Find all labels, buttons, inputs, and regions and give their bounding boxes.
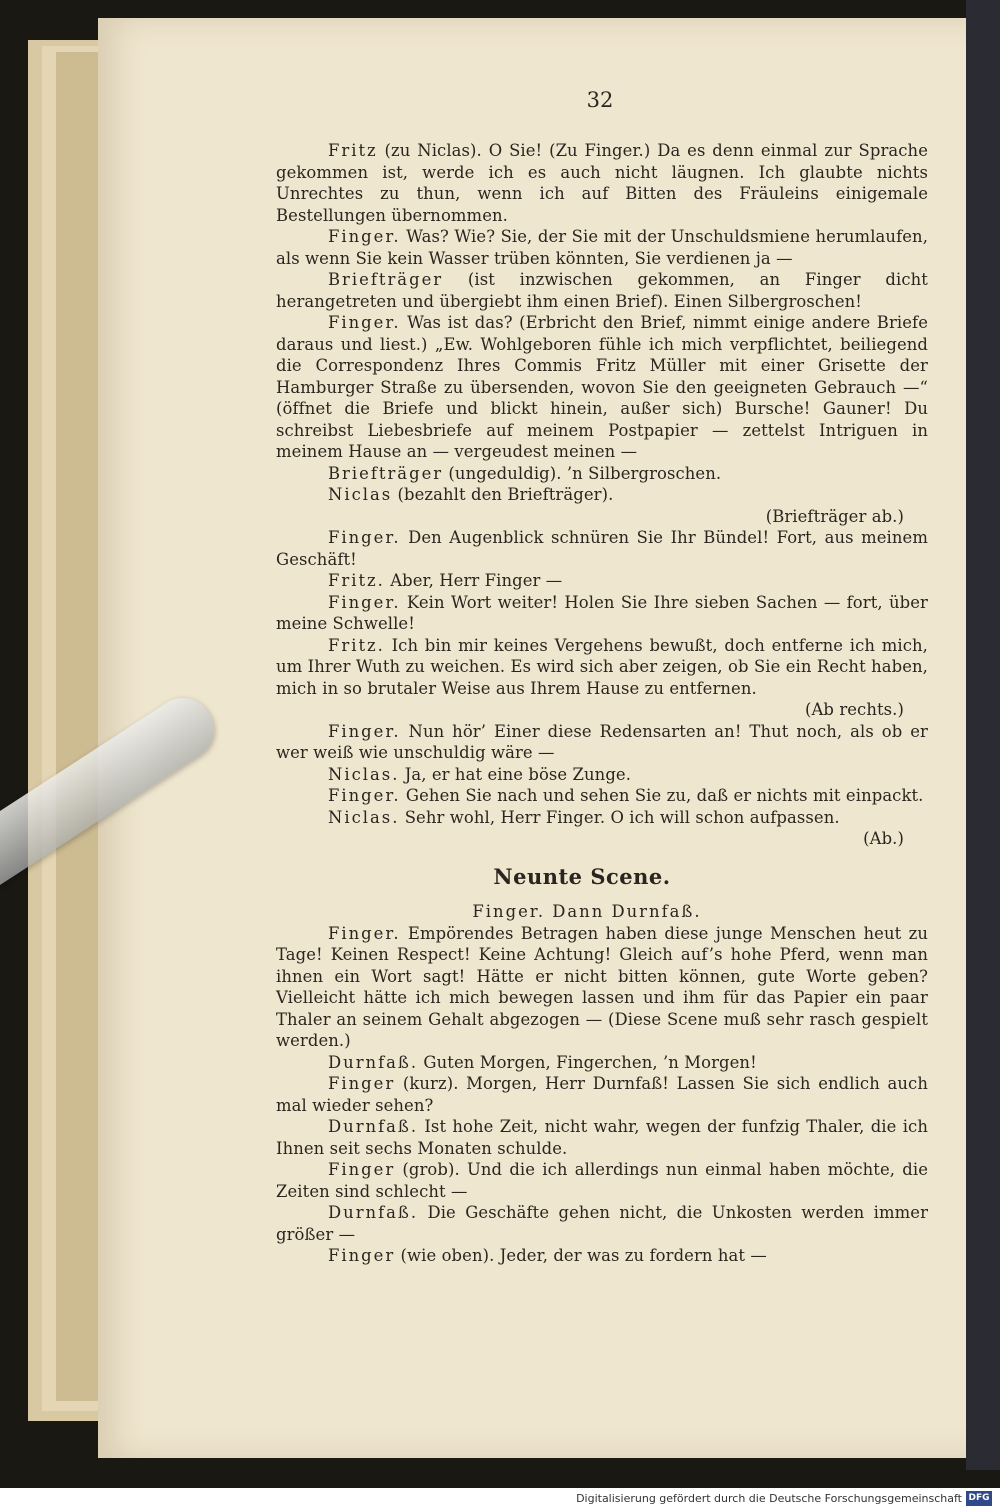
- dialogue-paragraph: [276, 1116, 928, 1159]
- dialogue-paragraph: [276, 1073, 928, 1116]
- dfg-logo: DFG: [966, 1491, 992, 1506]
- speaker-name: Briefträger: [328, 270, 444, 289]
- speech-text: (ungeduldig). ’n Silbergroschen.: [443, 463, 722, 483]
- speech-text: Guten Morgen, Fingerchen, ’n Morgen!: [418, 1052, 757, 1072]
- speech-text: (kurz). Morgen, Herr Durnfaß! Lassen Sie sich endlich auch mal wieder sehen?: [276, 1074, 928, 1115]
- dialogue-paragraph: [276, 226, 928, 269]
- speaker-name: Finger: [328, 1246, 396, 1265]
- footer-credit: Digitalisierung gefördert durch die Deutsche Forschungsgemeinschaft: [576, 1492, 962, 1505]
- speech-text: Nun hör’ Einer diese Redensarten an! Thut noch, als ob er wer weiß wie unschuldig wäre —: [276, 721, 928, 762]
- dialogue-paragraph: [276, 1202, 928, 1245]
- speaker-name: Fritz.: [328, 571, 385, 590]
- dialogue-paragraph: [276, 635, 928, 700]
- dialogue-paragraph: [276, 527, 928, 570]
- speech-text: (zu Niclas). O Sie! (Zu Finger.) Da es denn einmal zur Sprache gekommen ist, werde ich es auch nicht läugnen. Ich glaubte nichts Unrechtes zu thun, wenn ich auf Bitten des Fräuleins einigemale Bestellungen übernommen.: [276, 141, 928, 225]
- dialogue-group: [276, 140, 928, 506]
- stage-direction: (Ab.): [863, 829, 904, 848]
- speaker-name: Finger.: [328, 592, 401, 612]
- speaker-name: Finger.: [328, 721, 401, 741]
- speaker-name: Finger.: [328, 923, 401, 943]
- dialogue-paragraph: [276, 1159, 928, 1202]
- scene-cast: Finger. Dann Durnfaß.: [472, 902, 702, 921]
- speech-text: Gehen Sie nach und sehen Sie zu, daß er nichts mit einpackt.: [400, 786, 924, 805]
- speaker-name: Niclas: [328, 485, 393, 504]
- dialogue-paragraph: [276, 764, 928, 786]
- speech-text: Was? Wie? Sie, der Sie mit der Unschuldsmiene herumlaufen, als wenn Sie kein Wasser trüben könnten, Sie verdienen ja —: [276, 227, 928, 268]
- speaker-name: Finger.: [328, 528, 401, 547]
- speaker-name: Durnfaß.: [328, 1052, 419, 1072]
- speech-text: Ich bin mir keines Vergehens bewußt, doch entferne ich mich, um Ihrer Wuth zu weichen. Es wird sich aber zeigen, ob Sie ein Recht haben, mich in so brutaler Weise aus Ihrem Hause zu entfernen.: [276, 635, 928, 698]
- stage-direction: (Briefträger ab.): [765, 506, 904, 526]
- speech-text: Ja, er hat eine böse Zunge.: [399, 764, 632, 784]
- speaker-name: Fritz.: [328, 635, 385, 655]
- speech-text: (grob). Und die ich allerdings nun einmal haben möchte, die Zeiten sind schlecht —: [276, 1160, 928, 1201]
- speech-text: Ist hohe Zeit, nicht wahr, wegen der funfzig Thaler, die ich Ihnen seit sechs Monaten schulde.: [276, 1117, 928, 1158]
- dialogue-paragraph: [276, 785, 928, 807]
- dialogue-paragraph: [276, 140, 928, 226]
- speaker-name: Finger.: [328, 313, 401, 332]
- stage-direction: (Ab rechts.): [804, 700, 904, 719]
- speaker-name: Fritz: [328, 141, 378, 160]
- speech-text: Aber, Herr Finger —: [384, 571, 563, 590]
- speech-text: Die Geschäfte gehen nicht, die Unkosten werden immer größer —: [276, 1203, 928, 1244]
- speech-text: Empörendes Betragen haben diese junge Menschen heut zu Tage! Keinen Respect! Keine Achtung! Gleich auf’s hohe Pferd, wenn man ihnen ein Wort sagt! Hätte er nicht bitten können, gute Worte geben? Vielleicht hätte ich mich bewegen lassen und ihm für das Papier ein paar Thaler an seinem Gehalt abgezogen — (Diese Scene muß sehr rasch gespielt werden.): [276, 923, 928, 1050]
- dialogue-group: [276, 721, 928, 829]
- dialogue-paragraph: [276, 1052, 928, 1074]
- dialogue-paragraph: [276, 807, 928, 829]
- speaker-name: Niclas.: [328, 807, 400, 827]
- speech-text: (ist inzwischen gekommen, an Finger dicht herangetreten und übergiebt ihm einen Brief). Einen Silbergroschen!: [276, 270, 928, 311]
- dialogue-paragraph: [276, 484, 928, 506]
- speech-text: Den Augenblick schnüren Sie Ihr Bündel! Fort, aus meinem Geschäft!: [276, 528, 928, 569]
- page-number: 32: [586, 88, 614, 112]
- speaker-name: Finger.: [328, 786, 401, 805]
- speech-text: (bezahlt den Briefträger).: [392, 485, 614, 504]
- speech-text: (wie oben). Jeder, der was zu fordern hat —: [395, 1246, 767, 1265]
- dialogue-paragraph: [276, 570, 928, 592]
- dialogue-paragraph: [276, 923, 928, 1052]
- speaker-name: Finger: [328, 1074, 396, 1093]
- speaker-name: Briefträger: [328, 463, 444, 483]
- dialogue-group: [276, 527, 928, 699]
- speaker-name: Finger.: [328, 227, 401, 246]
- dialogue-paragraph: [276, 463, 928, 485]
- dialogue-paragraph: [276, 592, 928, 635]
- dialogue-paragraph: [276, 269, 928, 312]
- speech-text: Was ist das? (Erbricht den Brief, nimmt einige andere Briefe daraus und liest.) „Ew. Wohlgeboren fühle ich mich verpflichtet, beiliegend die Correspondenz Ihres Commis Fritz Müller mit einer Grisette der Hamburger Straße zu übersenden, wovon Sie den geeigneten Gebrauch —“ (öffnet die Briefe und blickt hinein, außer sich) Bursche! Gauner! Du schreibst Liebesbriefe auf meinem Postpapier — zettelst Intriguen in meinem Hause an — vergeudest meinen —: [276, 313, 928, 461]
- speech-text: Kein Wort weiter! Holen Sie Ihre sieben Sachen — fort, über meine Schwelle!: [276, 592, 928, 633]
- speaker-name: Durnfaß.: [328, 1203, 419, 1222]
- dialogue-paragraph: [276, 312, 928, 463]
- dialogue-paragraph: [276, 1245, 928, 1267]
- text-column: [276, 140, 928, 1267]
- speaker-name: Durnfaß.: [328, 1117, 419, 1136]
- speaker-name: Niclas.: [328, 764, 400, 784]
- footer-bar: [0, 1488, 1000, 1511]
- speech-text: Sehr wohl, Herr Finger. O ich will schon aufpassen.: [399, 807, 840, 827]
- scene-heading: Neunte Scene.: [493, 863, 671, 889]
- dialogue-paragraph: [276, 721, 928, 764]
- dialogue-group: [276, 923, 928, 1267]
- speaker-name: Finger: [328, 1160, 396, 1179]
- book-cover-edge: [966, 0, 1000, 1470]
